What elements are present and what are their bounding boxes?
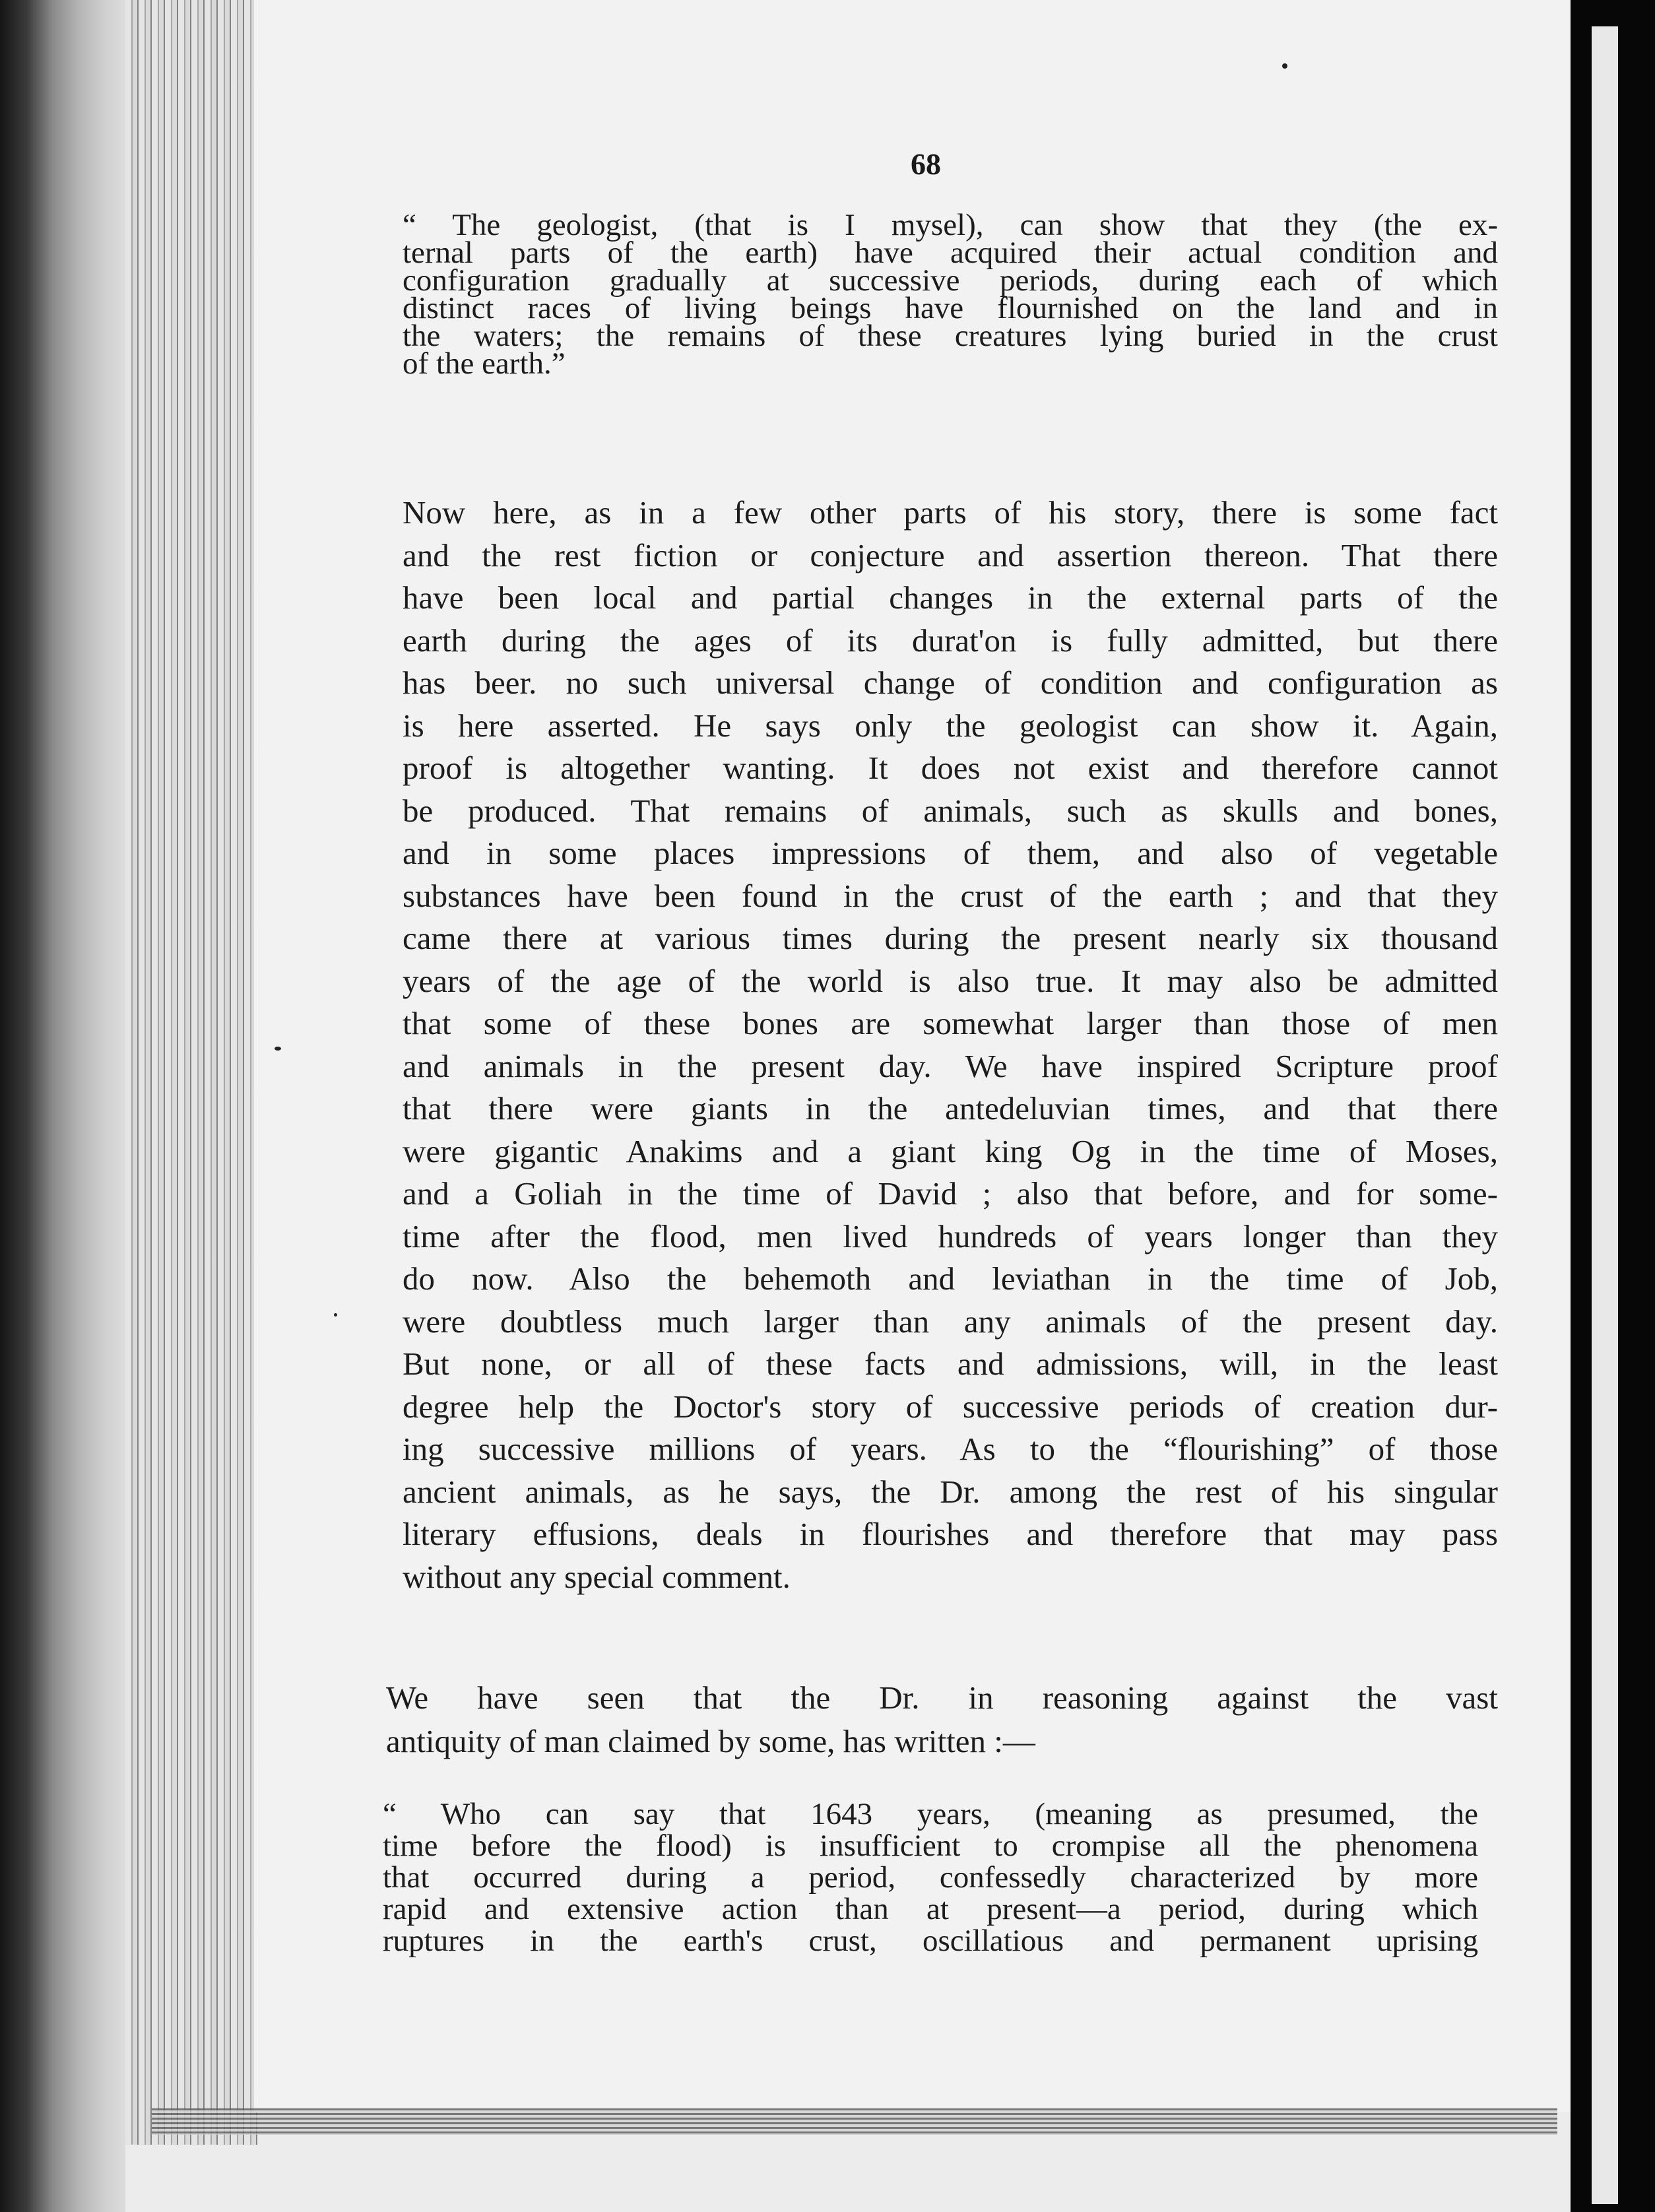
text-line: and a Goliah in the time of David ; also that before, and for some- <box>403 1175 1498 1212</box>
text-line: and animals in the present day. We have inspired Scripture proof <box>403 1047 1498 1084</box>
text-line: were gigantic Anakims and a giant king Og in the time of Moses, <box>403 1132 1498 1169</box>
text-line: time before the flood) is insufficient to crompise all the phenomena <box>383 1829 1478 1863</box>
text-line: rapid and extensive action than at present—a period, during which <box>383 1892 1478 1926</box>
text-line: be produced. That remains of animals, such as skulls and bones, <box>403 792 1498 829</box>
book-binding-edge <box>0 0 125 2212</box>
body-paragraph <box>403 492 1498 1598</box>
text-line: ing successive millions of years. As to the “flourishing” of those <box>403 1431 1498 1467</box>
text-line: degree help the Doctor's story of successive periods of creation dur- <box>403 1388 1498 1425</box>
text-line: that some of these bones are somewhat larger than those of men <box>403 1005 1498 1041</box>
text-line: has beer. no such universal change of condition and configuration as <box>403 665 1498 701</box>
page-bottom-edge <box>152 2108 1557 2135</box>
ink-speck <box>275 1047 281 1051</box>
text-line: earth during the ages of its durat'on is fully admitted, but there <box>403 622 1498 659</box>
text-line: literary effusions, deals in flourishes and therefore that may pass <box>403 1516 1498 1552</box>
text-line: the waters; the remains of these creatures lying buried in the crust <box>403 319 1498 353</box>
text-line: of the earth.” <box>403 346 566 381</box>
text-line: distinct races of living beings have flournished on the land and in <box>403 291 1498 325</box>
text-line: do now. Also the behemoth and leviathan in the time of Job, <box>403 1260 1498 1297</box>
text-line: proof is altogether wanting. It does not exist and therefore cannot <box>403 750 1498 786</box>
text-line: We have seen that the Dr. in reasoning against the vast <box>386 1679 1498 1716</box>
ink-speck <box>334 1313 337 1317</box>
text-line: ruptures in the earth's crust, oscillatious and permanent uprising <box>383 1924 1478 1958</box>
text-line: and in some places impressions of them, and also of vegetable <box>403 835 1498 871</box>
text-line: “ The geologist, (that is I mysel), can show that they (the ex- <box>403 208 1498 242</box>
text-line: But none, or all of these facts and admissions, will, in the least <box>403 1346 1498 1382</box>
text-line: and the rest fiction or conjecture and assertion thereon. That there <box>403 537 1498 573</box>
text-line: years of the age of the world is also true. It may also be admitted <box>403 962 1498 999</box>
text-line: that there were giants in the antedeluvian times, and that there <box>403 1090 1498 1126</box>
text-line: without any special comment. <box>403 1558 791 1595</box>
text-line: Now here, as in a few other parts of his story, there is some fact <box>403 494 1498 531</box>
quote-paragraph-2 <box>383 1798 1478 1957</box>
ink-speck <box>1282 63 1287 69</box>
text-line: were doubtless much larger than any animals of the present day. <box>403 1303 1498 1340</box>
text-line: ternal parts of the earth) have acquired their actual condition and <box>403 236 1498 270</box>
text-line: ancient animals, as he says, the Dr. among the rest of his singular <box>403 1473 1498 1510</box>
text-line: antiquity of man claimed by some, has written :— <box>386 1723 1035 1759</box>
quote-paragraph-1 <box>403 208 1498 381</box>
text-line: came there at various times during the present nearly six thousand <box>403 920 1498 956</box>
text-line: “ Who can say that 1643 years, (meaning as presumed, the <box>383 1797 1478 1831</box>
text-line: that occurred during a period, confessedly characterized by more <box>383 1860 1478 1895</box>
stacked-page-edges <box>125 0 257 2145</box>
text-line: have been local and partial changes in the external parts of the <box>403 579 1498 616</box>
facing-page-edge <box>1592 26 1618 2204</box>
paragraph-3 <box>386 1676 1498 1763</box>
text-line: substances have been found in the crust of the earth ; and that they <box>403 877 1498 914</box>
page-number: 68 <box>911 147 941 181</box>
text-line: time after the flood, men lived hundreds of years longer than they <box>403 1218 1498 1254</box>
text-line: is here asserted. He says only the geologist can show it. Again, <box>403 707 1498 744</box>
text-line: configuration gradually at successive periods, during each of which <box>403 263 1498 298</box>
